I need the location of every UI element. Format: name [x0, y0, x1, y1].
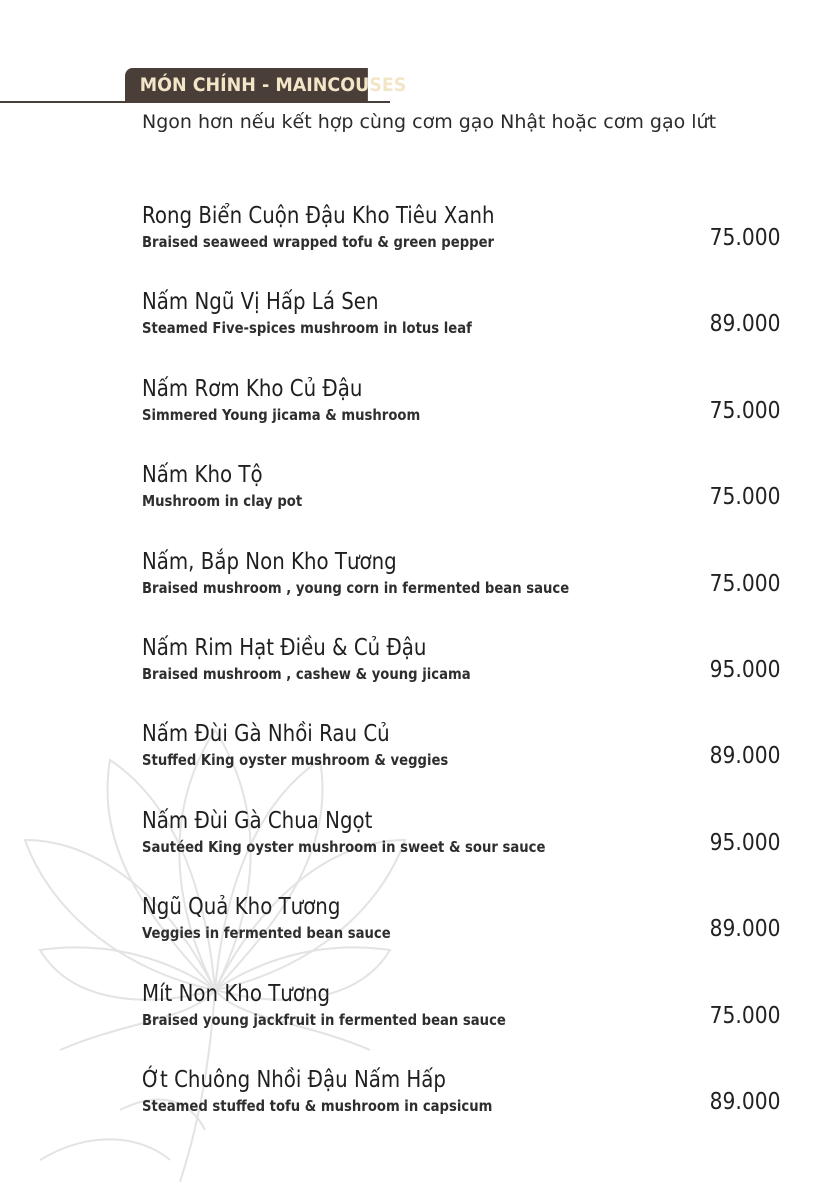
- item-price: 95.000: [709, 656, 780, 683]
- menu-item: [142, 462, 802, 548]
- menu-item: [142, 721, 802, 807]
- item-description: Simmered Young jicama & mushroom: [142, 405, 421, 424]
- menu-item: [142, 894, 802, 980]
- menu-item: [142, 289, 802, 375]
- item-name: Ngũ Quả Kho Tương: [142, 894, 341, 921]
- item-description: Stuffed King oyster mushroom & veggies: [142, 751, 449, 770]
- item-name: Nấm, Bắp Non Kho Tương: [142, 548, 397, 575]
- item-name: Nấm Đùi Gà Nhồi Rau Củ: [142, 721, 390, 748]
- section-title: MÓN CHÍNH - MAINCOUSES: [125, 68, 368, 102]
- menu-item: [142, 203, 802, 289]
- item-price: 89.000: [709, 311, 780, 338]
- item-description: Sautéed King oyster mushroom in sweet & sour sauce: [142, 837, 546, 856]
- item-name: Mít Non Kho Tương: [142, 980, 331, 1007]
- item-price: 75.000: [709, 397, 780, 424]
- item-price: 89.000: [709, 916, 780, 943]
- item-description: Braised young jackfruit in fermented bean sauce: [142, 1010, 506, 1029]
- menu-item: [142, 1067, 802, 1153]
- menu-item: [142, 981, 802, 1067]
- item-name: Nấm Ngũ Vị Hấp Lá Sen: [142, 289, 379, 316]
- item-description: Braised seaweed wrapped tofu & green pepper: [142, 233, 495, 251]
- menu-item: [142, 549, 802, 635]
- item-name: Nấm Kho Tộ: [142, 462, 263, 489]
- item-description: Steamed stuffed tofu & mushroom in capsicum: [142, 1096, 493, 1115]
- item-name: Nấm Đùi Gà Chua Ngọt: [142, 807, 373, 834]
- item-name: Ớt Chuông Nhồi Đậu Nấm Hấp: [142, 1066, 446, 1093]
- menu-item: [142, 376, 802, 462]
- item-description: Steamed Five-spices mushroom in lotus leaf: [142, 319, 472, 338]
- item-price: 75.000: [709, 484, 780, 511]
- item-price: 95.000: [709, 829, 780, 856]
- menu-item: [142, 635, 802, 721]
- item-name: Rong Biển Cuộn Đậu Kho Tiêu Xanh: [142, 203, 495, 229]
- item-price: 75.000: [709, 1002, 780, 1029]
- item-price: 75.000: [709, 570, 780, 597]
- section-subtitle: Ngon hơn nếu kết hợp cùng cơm gạo Nhật hoặc cơm gạo lứt: [142, 111, 717, 133]
- item-name: Nấm Rơm Kho Củ Đậu: [142, 375, 363, 402]
- item-description: Braised mushroom , young corn in fermented bean sauce: [142, 578, 570, 597]
- menu-item: [142, 808, 802, 894]
- item-description: Braised mushroom , cashew & young jicama: [142, 664, 471, 683]
- item-description: Veggies in fermented bean sauce: [142, 924, 391, 943]
- item-description: Mushroom in clay pot: [142, 492, 303, 511]
- item-price: 89.000: [709, 743, 780, 770]
- item-price: 75.000: [709, 225, 780, 251]
- item-price: 89.000: [709, 1088, 780, 1115]
- menu-list: [142, 203, 802, 1153]
- item-name: Nấm Rim Hạt Điều & Củ Đậu: [142, 634, 427, 661]
